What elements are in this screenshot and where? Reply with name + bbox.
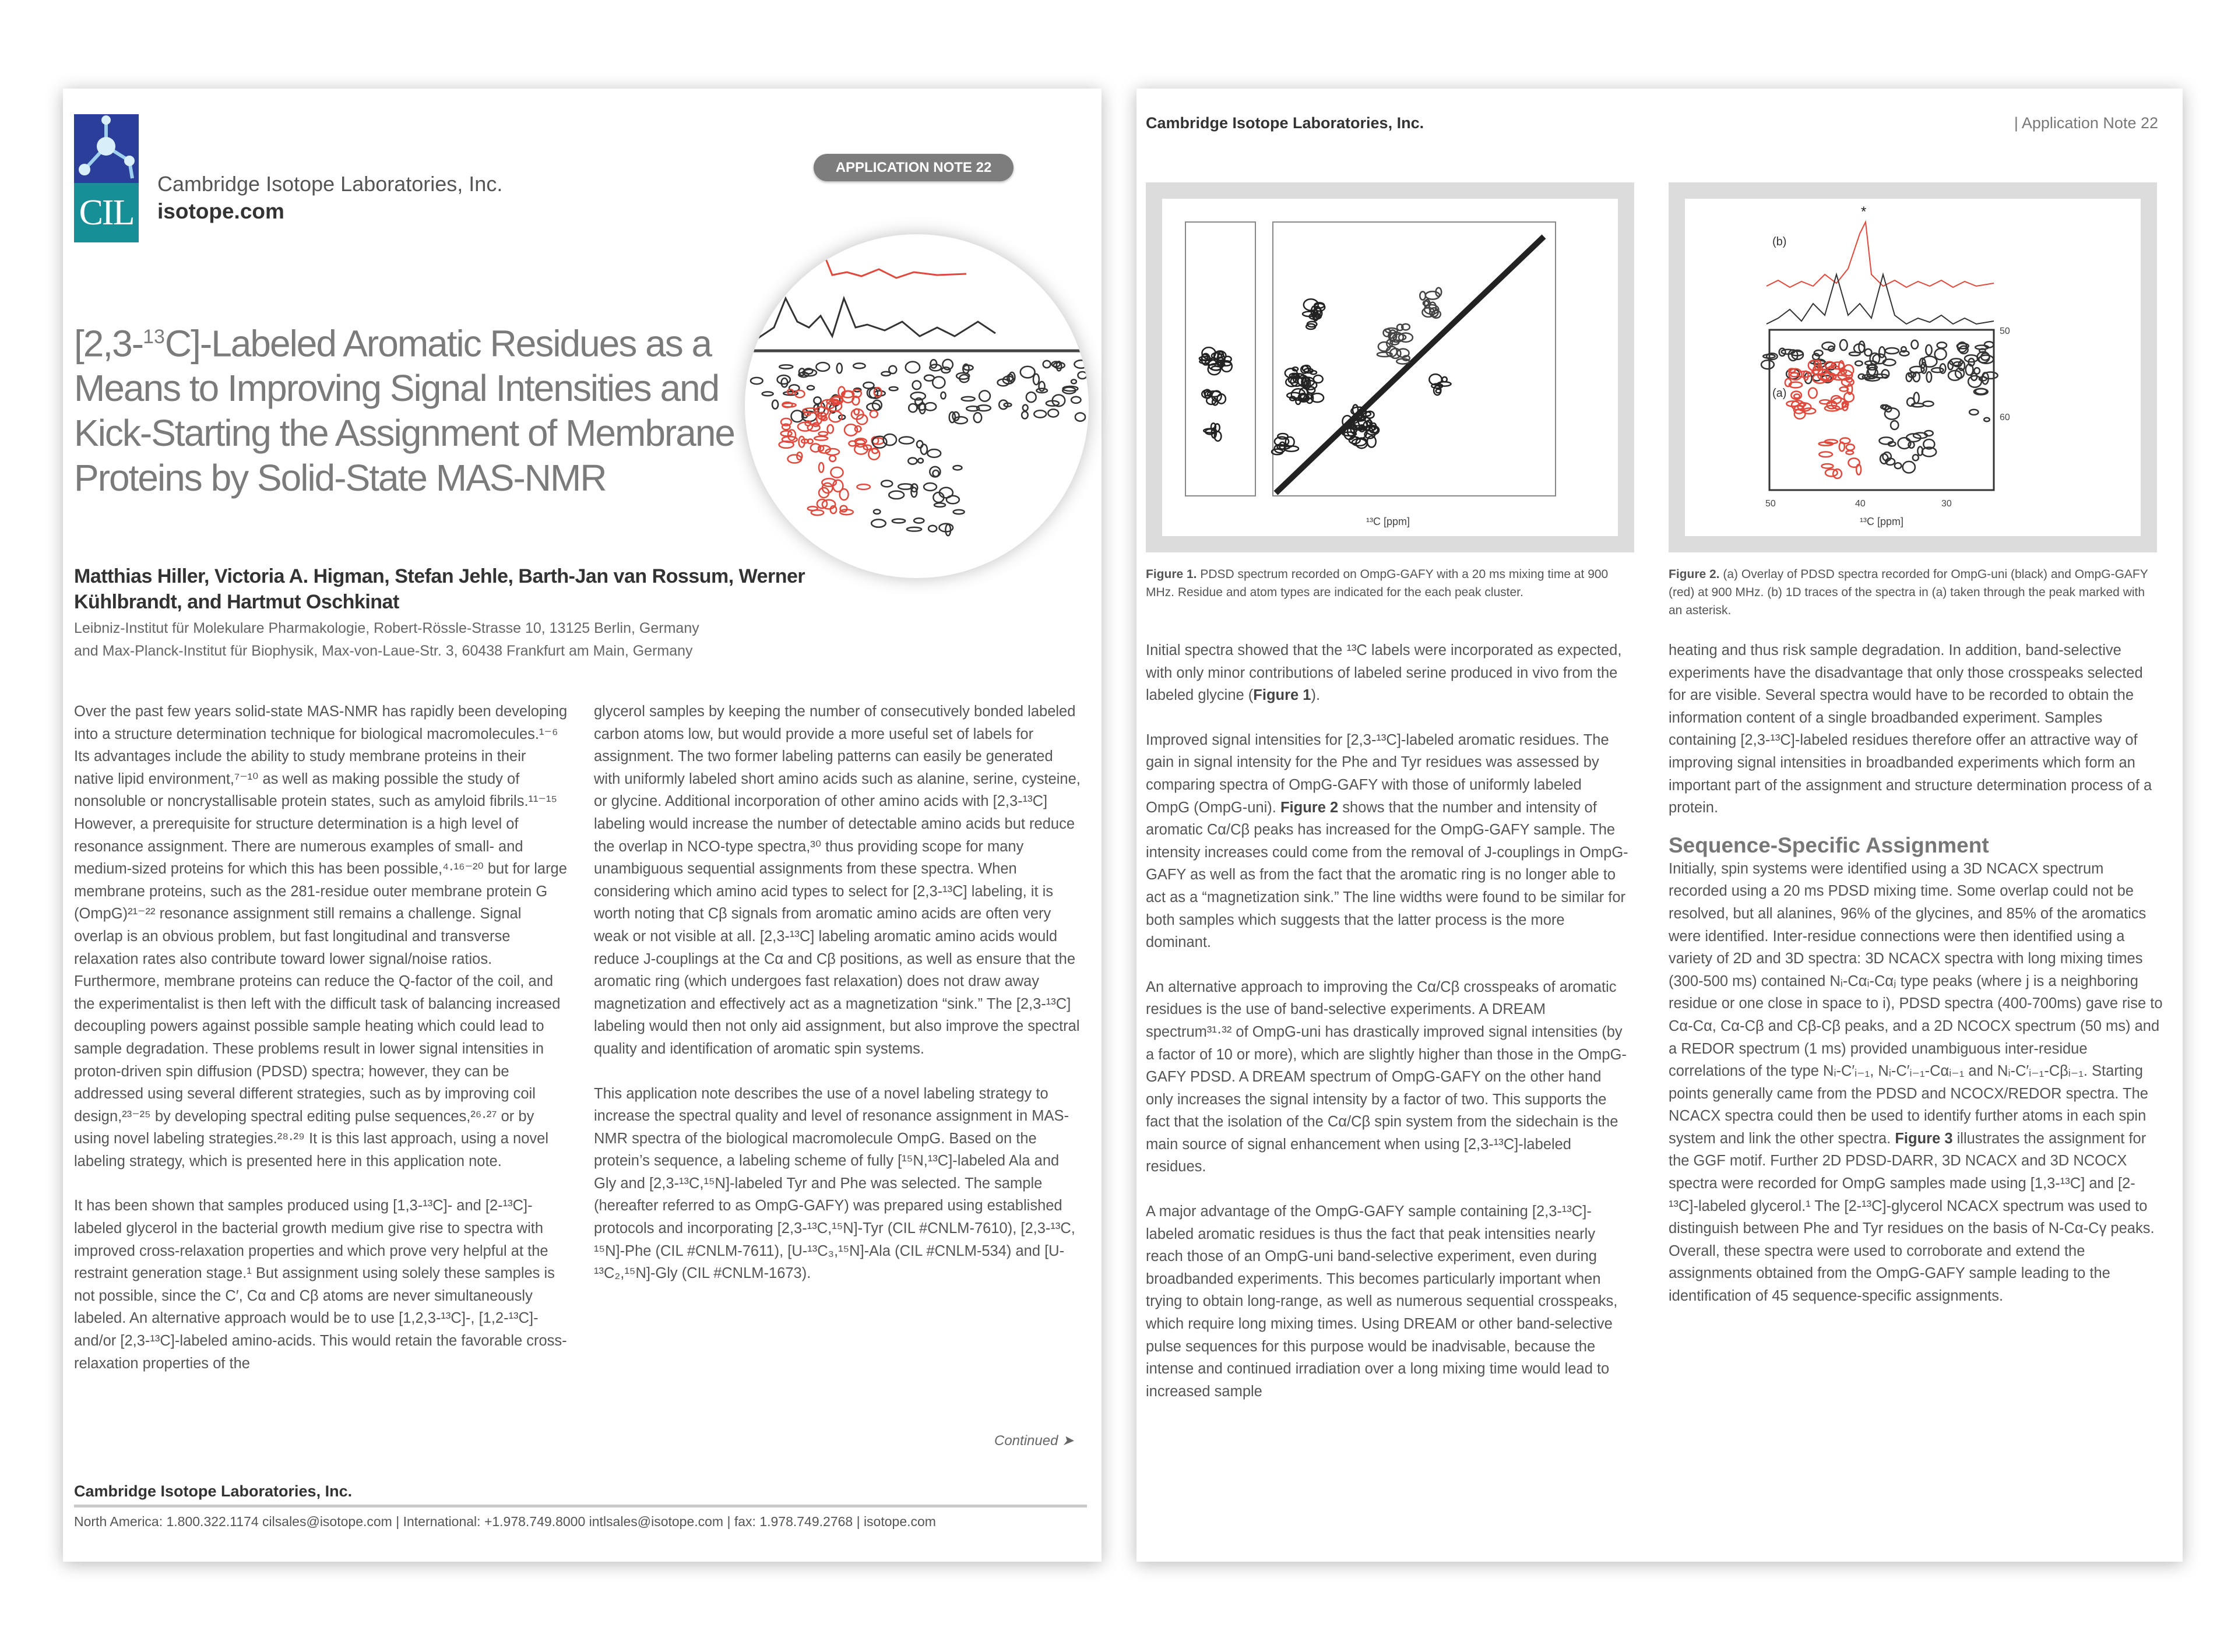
contour-peak [814, 397, 821, 404]
right-page [1136, 89, 2183, 1562]
contour-peak [881, 481, 892, 487]
contour-peak [1074, 360, 1088, 368]
contour-peak [1891, 421, 1898, 429]
contour-peak [1922, 356, 1937, 367]
asterisk-marker: * [1861, 204, 1867, 220]
contour-peak [1855, 361, 1862, 365]
contour-peak [953, 510, 965, 514]
contour-peak [1420, 291, 1426, 300]
contour-peak [807, 386, 814, 390]
contour-peak [941, 392, 945, 399]
figure-1 [1146, 182, 1634, 552]
contour-peak [871, 519, 886, 527]
paragraph: It has been shown that samples produced using [1,3-¹³C]- and [2-¹³C]-labeled glycerol in the bacterial growth medium give rise to spectra with improved cross-relaxation properties and which prove very helpful at the restraint generation stage.¹ But assignment using solely these samples is not possible, since the C′, Cα and Cβ atoms are never simultaneously labeled. An alternative approach would be to use [1,2,3-¹³C]-, [1,2-¹³C]- and/or [2,3-¹³C]-labeled amino-acids. This would retain the favorable cross-relaxation properties of the [74, 1197, 567, 1372]
contour-peak [1353, 404, 1358, 414]
paragraph: heating and thus risk sample degradation. In addition, band-selective experiments have the disadvantage that only those crosspeaks selected for are visible. Several spectra would have to be recorded to obtain the information content of a single broadbanded experiment. Samples containing [2,3-¹³C]-labeled residues therefore offer an attractive way of improving signal intensities in broadbanded experiments which form an important part of the assignment and structure determination process of a protein. [1669, 642, 2152, 816]
contour-peak [1969, 410, 1978, 415]
authors: Matthias Hiller, Victoria A. Higman, Stefan Jehle, Barth-Jan van Rossum, Werner Kühlbrandt, and Hartmut Oschkinat [74, 565, 805, 613]
contour-peak [840, 489, 849, 500]
contour-peak [1913, 455, 1919, 460]
contour-peak [816, 362, 829, 371]
page-title: [2,3-$^{13}$C]-Labeled Aromatic Residues as a Means to Improving Signal Intensities and Kick-Starting the Assignment of Membrane Proteins by Solid-State MAS-NMR [74, 322, 734, 499]
contour-peak [779, 365, 793, 368]
contour-peak [906, 362, 920, 373]
contour-peak [979, 390, 990, 401]
paragraph: A major advantage of the OmpG-GAFY sample containing [2,3-¹³C]-labeled aromatic residues is thus the fact that peak intensities nearly reach those of an OmpG-uni band-selective experiment, even during broadbanded experiments. This becomes particularly important when trying to obtain long-range, as well as numerous sequential crosspeaks, which require long mixing times. Using DREAM or other band-selective pulse sequences for this purpose would be inadvisable, because the intense and continued irradiation over a long mixing time would lead to increased sample [1146, 1203, 1618, 1400]
contour-peak [1034, 410, 1046, 417]
contour-peak [953, 466, 962, 470]
paragraph: An alternative approach to improving the Cα/Cβ crosspeaks of aromatic residues is the use of band-selective experiments. A DREAM spectrum³¹·³² of OmpG-uni has drastically improved signal intensities (by a factor of 10 or more), which are slightly higher than those in the OmpG-GAFY PDSD. A DREAM spectrum of OmpG-GAFY on the other hand only increases the signal intensity by a factor of two. This supports the fact that the isolation of the Cα/Cβ spin system from the sidechain is the main source of signal enhancement when using [2,3-¹³C]-labeled residues. [1146, 978, 1627, 1175]
contour-peak [918, 459, 923, 463]
paragraph: This application note describes the use of a novel labeling strategy to increase the spectral quality and level of resonance assignment in MAS-NMR spectra of the biological macromolecule OmpG. Based on the protein’s sequence, a labeling scheme of fully [¹⁵N,¹³C]-labeled Ala and Gly and [2,3-¹³C,¹⁵N]-labeled Tyr and Phe was selected. The sample (hereafter referred to as OmpG-GAFY) was prepared using established protocols and incorporating [2,3-¹³C,¹⁵N]-Tyr (CIL #CNLM-7610), [2,3-¹³C, ¹⁵N]-Phe (CIL #CNLM-7611), [U-¹³C₃,¹⁵N]-Ala (CIL #CNLM-534) and [U-¹³C₂,¹⁵N]-Gly (CIL #CNLM-1673). [594, 1085, 1075, 1282]
contour-peak [899, 437, 914, 444]
contour-peak [782, 378, 788, 387]
section-heading: Sequence-Specific Assignment [1669, 833, 1989, 857]
contour-peak [927, 449, 941, 457]
body-column-1 [74, 700, 569, 1397]
paragraph: glycerol samples by keeping the number of consecutively bonded labeled carbon atoms low, but would provide a more useful set of labels for assignment. The two former labeling patterns can easily be generated with uniformly labeled short amino acids such as alanine, serine, cysteine, or glycine. Additional incorporation of other amino acids with [2,3-¹³C] labeling would increase the number of detectable amino acids but reduce the overlap in NCO-type spectra,³⁰ thus providing scope for many unambiguous sequential assignments from these spectra. When considering which amino acid types to select for [2,3-¹³C] labeling, it is worth noting that Cβ signals from aromatic amino acids are often very weak or not visible at all. [2,3-¹³C] labeling aromatic amino acids would reduce J-couplings at the Cα and Cβ positions, as well as ensure that the aromatic ring (which undergoes fast relaxation) does not draw away magnetization and effectively act as a magnetization “sink.” The [2,3-¹³C] labeling would then not only aid assignment, but also improve the spectral quality and identification of aromatic spin systems. [594, 703, 1081, 1057]
contour-peak [924, 483, 937, 491]
figure-1-caption: Figure 1. PDSD spectrum recorded on OmpG-GAFY with a 20 ms mixing time at 900 MHz. Residue and atom types are indicated for the each peak cluster. [1146, 568, 1609, 599]
contour-peak [1879, 437, 1893, 444]
contour-peak [1761, 360, 1774, 369]
contour-peak [1819, 452, 1832, 457]
contour-peak [1075, 413, 1085, 421]
contour-peak [819, 463, 824, 472]
contour-peak [819, 432, 828, 436]
contour-peak [870, 411, 878, 418]
panel-b-label: (b) [1772, 235, 1787, 248]
contour-peak [772, 400, 778, 409]
figure-2-caption: Figure 2. (a) Overlay of PDSD spectra recorded for OmpG-uni (black) and OmpG-GAFY (red) at 900 MHz. (b) 1D traces of the spectra in (a) taken through the peak marked with an asterisk. [1669, 568, 2148, 617]
contour-peak [1071, 397, 1081, 403]
contour-peak [1885, 348, 1899, 354]
contour-peak [762, 392, 773, 396]
contour-peak [1968, 376, 1982, 388]
contour-peak [1981, 353, 1989, 360]
contour-peak [1935, 348, 1947, 360]
affiliations: Leibniz-Institut für Molekulare Pharmakologie, Robert-Rössle-Strasse 10, 13125 Berlin, Germany and Max-Planck-Institut für Biophysik, Max-von-Laue-Str. 3, 60438 Frankfurt am Main, Germany [74, 620, 699, 659]
contour-peak [1048, 409, 1058, 417]
contour-peak [1923, 401, 1933, 407]
contour-peak [962, 397, 975, 401]
contour-peak [1926, 345, 1931, 355]
fig2-x-axis-label: ¹³C [ppm] [1860, 516, 1904, 527]
spectrum-detail-image [745, 234, 1089, 578]
contour-peak [934, 503, 945, 507]
red-trace [1767, 222, 1994, 287]
body-column-4 [1669, 639, 2164, 1330]
footer-company: Cambridge Isotope Laboratories, Inc. [74, 1482, 353, 1500]
contour-peak [1026, 392, 1036, 402]
contour-peak [925, 403, 937, 410]
running-header-note: | Application Note 22 [2014, 114, 2158, 132]
application-note-badge: APPLICATION NOTE 22 [814, 154, 1014, 181]
left-page [63, 89, 1102, 1562]
contour-peak [932, 470, 938, 477]
contour-peak [787, 455, 801, 463]
contour-peak [874, 391, 885, 396]
figure-2 [1669, 182, 2157, 552]
contour-peak [881, 372, 890, 376]
contour-peak [889, 387, 898, 390]
body-column-3 [1146, 639, 1630, 1425]
contour-peak [874, 509, 881, 514]
contour-peak [1937, 342, 1947, 348]
footer-contact: North America: 1.800.322.1174 cilsales@isotope.com | International: +1.978.749.8000 intlsales@isotope.com | fax: 1.978.749.2768 | isotope.com [74, 1514, 936, 1529]
contour-peak [1808, 388, 1817, 399]
contour-peak [1848, 458, 1859, 467]
contour-peak [1078, 372, 1086, 379]
company-name: Cambridge Isotope Laboratories, Inc. [157, 172, 503, 196]
contour-peak [1846, 450, 1853, 454]
cil-logo: CIL [74, 114, 139, 242]
contour-peak [1033, 374, 1039, 385]
contour-peak [1903, 462, 1915, 473]
panel-a-label: (a) [1772, 387, 1787, 400]
contour-peak [872, 400, 882, 410]
contour-peak [814, 436, 828, 441]
contour-peak [1821, 464, 1833, 469]
fig1-x-axis-label: ¹³C [ppm] [1366, 516, 1410, 527]
contour-peak [914, 518, 924, 523]
contour-peak [917, 441, 923, 448]
contour-peak [829, 456, 836, 462]
contour-peak [1931, 368, 1943, 372]
running-header-company: Cambridge Isotope Laboratories, Inc. [1146, 114, 1424, 132]
contour-peak [1895, 463, 1901, 469]
contour-peak [1879, 347, 1885, 357]
y-tick: 60 [2000, 413, 2010, 422]
contour-peak [1021, 367, 1035, 378]
contour-peak [1914, 392, 1919, 403]
contour-peak [828, 425, 833, 433]
contour-peak [909, 404, 917, 412]
paragraph: Over the past few years solid-state MAS-NMR has rapidly been developing into a structure determination technique for biological macromolecules.¹⁻⁶ Its advantages include the ability to study membrane proteins in their native lipid environment,⁷⁻¹⁰ as well as making possible the study of nonsoluble or noncrystallisable protein states, such as amyloid fibrils.¹¹⁻¹⁵ However, a prerequisite for structure determination is a high level of resonance assignment. There are numerous examples of small- and medium-sized proteins for which this has been possible,⁴·¹⁶⁻²⁰ but for large membrane proteins, such as the 281-residue outer membrane protein G (OmpG)²¹⁻²² resonance assignment still remains a challenge. Signal overlap is an obvious problem, but fast longitudinal and transverse relaxation rates also contribute toward lower signal/noise ratios. Furthermore, membrane proteins can reduce the Q-factor of the coil, and the experimentalist is then left with the difficult task of balancing increased decoupling powers against possible sample heating which could lead to sample degradation. These problems result in lower signal intensities in proton-driven spin diffusion (PDSD) spectra; however, they can be addressed using several different strategies, such as by improving coil design,²³⁻²⁵ by developing spectral editing pulse sequences,²⁶·²⁷ or by using novel labeling strategies.²⁸·²⁹ It is this last approach, using a novel labeling strategy, which is presented here in this application note. [74, 703, 568, 1170]
contour-peak [907, 527, 921, 531]
red-trace [780, 246, 966, 278]
contour-peak [829, 411, 842, 422]
contour-peak [1023, 405, 1028, 411]
x-tick: 40 [1855, 499, 1866, 509]
contour-peak [892, 519, 905, 523]
contour-peak [822, 500, 835, 509]
x-tick: 30 [1941, 499, 1952, 509]
contour-peak [1840, 340, 1848, 350]
website-link[interactable]: isotope.com [157, 199, 284, 223]
contour-peak [1071, 379, 1076, 383]
body-column-2 [594, 700, 1083, 1307]
footer-divider [74, 1505, 1087, 1507]
molecule-icon [74, 114, 139, 183]
contour-peak [928, 526, 937, 532]
contour-peak [908, 458, 917, 464]
contour-peak [853, 363, 865, 368]
contour-peak [1927, 372, 1932, 382]
contour-peak [1846, 444, 1855, 450]
contour-peak [913, 381, 921, 390]
contour-peak [857, 484, 870, 489]
x-tick: 50 [1765, 499, 1776, 509]
contour-peak [932, 376, 945, 388]
contour-peak [1864, 349, 1871, 356]
y-tick: 50 [2000, 326, 2010, 336]
contour-peak [1022, 411, 1028, 418]
paragraph: Initial spectra showed that the ¹³C labels were incorporated as expected, with only minor contributions of labeled serine produced in vivo from the labeled glycine (Figure 1). [1146, 642, 1622, 704]
contour-peak [889, 491, 904, 499]
contour-peak [945, 524, 951, 536]
contour-peak [777, 375, 790, 384]
contour-peak [831, 467, 843, 478]
continued-link[interactable]: Continued ➤ [994, 1433, 1074, 1449]
contour-peak [974, 413, 981, 422]
contour-peak [781, 431, 792, 436]
contour-peak [863, 382, 874, 389]
paragraph: Initially, spin systems were identified using a 3D NCACX spectrum recorded using a 20 ms PDSD mixing time. Some overlap could not be resolved, but all alanines, 96% of the glycines, and 85% of the aromatics were identified. Inter-residue connections were then identified using a variety of 2D and 3D spectra: 3D NCACX spectra with long mixing times (300-500 ms) contained Nᵢ-Cαᵢ-Cαⱼ type peaks (where j is a neighboring residue or one close in space to i), PDSD spectra (400-700ms) gave rise to Cα-Cα, Cα-Cβ and Cβ-Cβ peaks, and a 2D NCOCX spectrum (50 ms) and a REDOR spectrum (1 ms) provided unambiguous inter-residue correlations of the type Nᵢ-C′ᵢ₋₁, Nᵢ-C′ᵢ₋₁-Cαᵢ₋₁ and Nᵢ-C′ᵢ₋₁-Cβᵢ₋₁. Starting points generally came from the PDSD and NCOCX/REDOR spectra. The NCACX spectra could then be used to identify further atoms in each spin system and link the other spectra. Figure 3 illustrates the assignment for the GGF motif. Further 2D PDSD-DARR, 3D NCACX and 3D NCOCX spectra were recorded for OmpG samples made using [1,3-¹³C] and [2-¹³C]-labeled glycerol.¹ The [2-¹³C]-glycerol NCACX spectrum was used to distinguish between Phe and Tyr residues on the basis of N-Cα-Cγ peaks. Overall, these spectra were used to corroborate and extend the assignments obtained from the OmpG-GAFY sample leading to the identification of 45 sequence-specific assignments. [1669, 860, 2163, 1305]
contour-peak [751, 378, 763, 384]
contour-peak [1043, 361, 1051, 368]
contour-peak [1039, 382, 1044, 391]
contour-peak [808, 506, 818, 510]
diagonal-peaks [1276, 237, 1544, 493]
paragraph: Improved signal intensities for [2,3-¹³C]-labeled aromatic residues. The gain in signal intensity for the Phe and Tyr residues was assessed by comparing spectra of OmpG-GAFY with those of uniformly labeled OmpG (OmpG-uni). Figure 2 shows that the number and intensity of aromatic Cα/Cβ peaks has increased for the OmpG-GAFY sample. The intensity increases could come from the removal of J-couplings in OmpG-GAFY as well as from the fact that the aromatic ring is no longer able to act as a “magnetization sink.” The line widths were found to be similar for both samples which suggests that the latter process is the more dominant. [1146, 731, 1628, 951]
contour-peak [1436, 389, 1441, 393]
contour-peak [1984, 418, 1990, 421]
contour-peak [1911, 340, 1918, 349]
black-trace [756, 298, 995, 339]
contour-peak [1794, 394, 1800, 398]
inset-panel [1185, 222, 1255, 496]
contour-peak [837, 363, 842, 373]
contour-peak [921, 444, 927, 454]
